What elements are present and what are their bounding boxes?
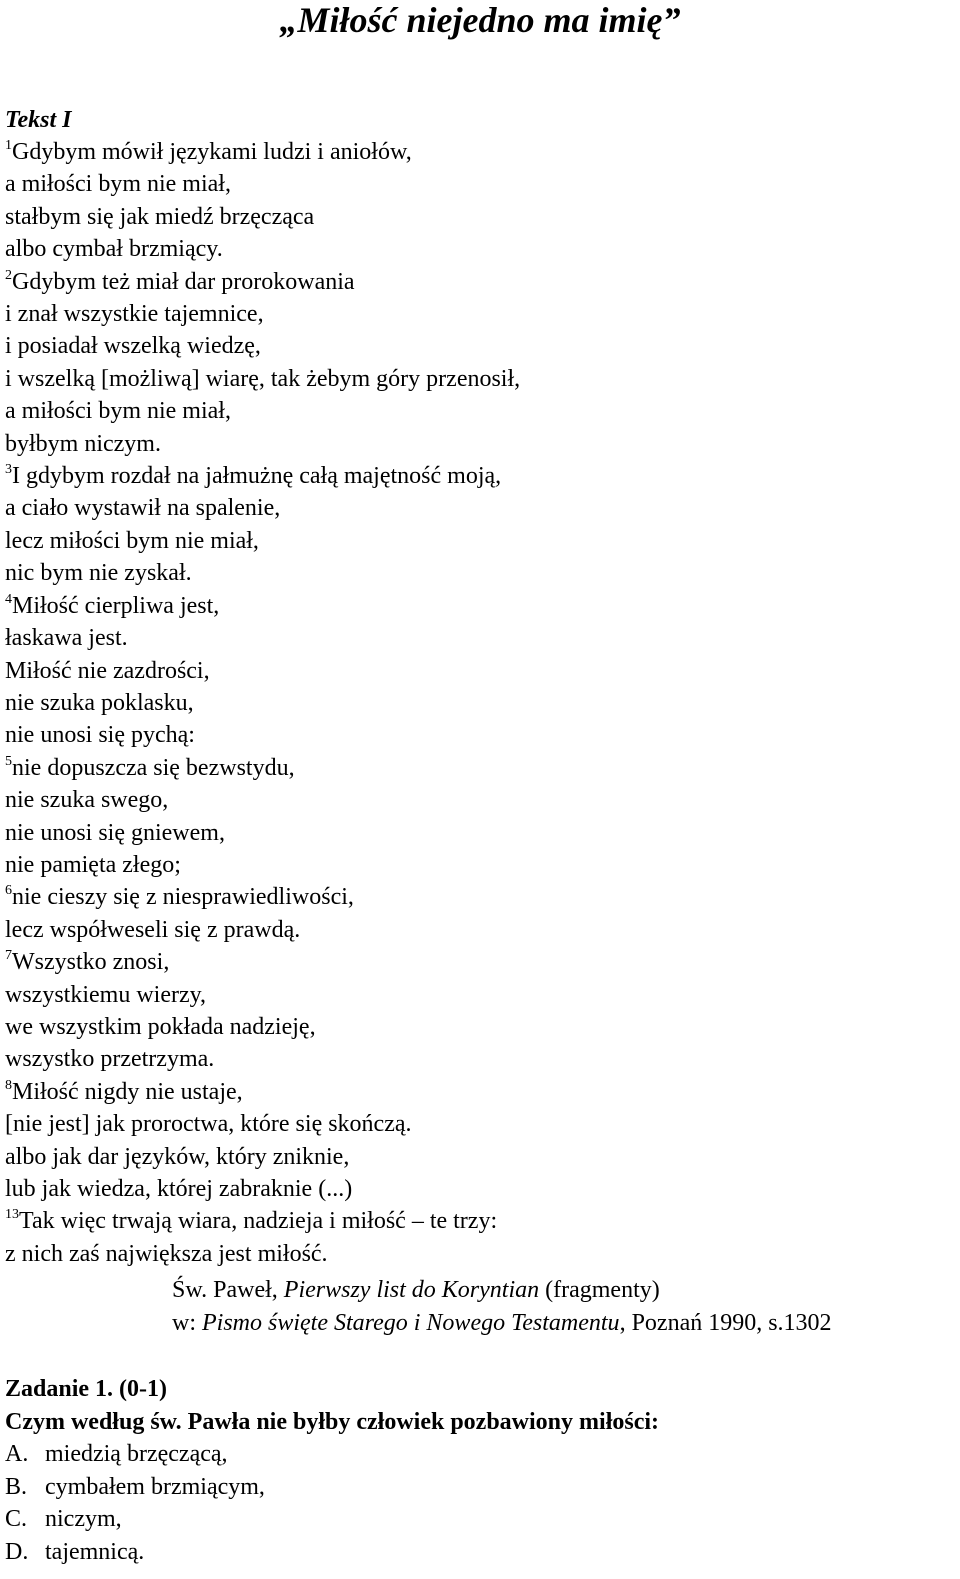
poem-line: [5, 1238, 520, 1270]
poem-line: [5, 881, 520, 913]
poem-line: [5, 233, 520, 265]
poem-line: [5, 201, 520, 233]
poem-line: [5, 492, 520, 524]
verse-number: 5: [5, 753, 12, 769]
poem-line-text: nie pamięta złego;: [5, 851, 181, 878]
poem-line: [5, 298, 520, 330]
poem-line-text: [nie jest] jak proroctwa, które się skończą.: [5, 1111, 412, 1138]
option-letter: A.: [5, 1441, 29, 1467]
poem-line-text: nie szuka poklasku,: [5, 689, 194, 716]
source-line-2: [172, 1307, 832, 1340]
poem-line: [5, 266, 520, 298]
verse-number: 3: [5, 462, 12, 478]
poem-line-text: nie szuka swego,: [5, 787, 169, 814]
poem-line: [5, 914, 520, 946]
source-line-1: [172, 1274, 832, 1307]
poem-line: [5, 428, 520, 460]
poem-line-text: Miłość nigdy nie ustaje,: [12, 1078, 243, 1105]
poem-line-text: i wszelką [możliwą] wiarę, tak żebym góry przenosił,: [5, 365, 521, 392]
text-label: Tekst I: [5, 107, 72, 133]
poem-text: [5, 136, 520, 1270]
poem-line-text: albo cymbał brzmiący.: [5, 236, 223, 263]
poem-line: [5, 622, 520, 654]
poem-line-text: byłbym niczym.: [5, 430, 161, 457]
poem-line-text: a miłości bym nie miał,: [5, 171, 231, 198]
poem-line: [5, 1011, 520, 1043]
poem-line-text: a ciało wystawił na spalenie,: [5, 495, 281, 522]
source-note: (fragmenty): [539, 1277, 660, 1303]
poem-line: [5, 687, 520, 719]
poem-line-text: Tak więc trwają wiara, nadzieja i miłość – te trzy:: [19, 1208, 498, 1235]
poem-line-text: albo jak dar języków, który zniknie,: [5, 1143, 350, 1170]
poem-line: [5, 946, 520, 978]
answer-options: [5, 1438, 659, 1568]
page-title: „Miłość niejedno ma imię”: [279, 0, 681, 40]
poem-line: [5, 395, 520, 427]
poem-line-text: wszystkiemu wierzy,: [5, 981, 207, 1008]
option-letter: C.: [5, 1506, 28, 1532]
poem-line-text: Miłość nie zazdrości,: [5, 657, 210, 684]
poem-line: [5, 557, 520, 589]
poem-line-text: nie unosi się pychą:: [5, 722, 195, 749]
poem-line-text: lecz współweseli się z prawdą.: [5, 916, 301, 943]
poem-line: [5, 1141, 520, 1173]
poem-line: [5, 752, 520, 784]
poem-line-text: lub jak wiedza, której zabraknie (...): [5, 1176, 353, 1202]
source-author: Św. Paweł,: [172, 1277, 284, 1303]
verse-number: 2: [5, 267, 12, 283]
verse-number: 8: [5, 1077, 12, 1093]
source-publication: , Poznań 1990, s.1302: [619, 1309, 832, 1336]
poem-line-text: Wszystko znosi,: [12, 949, 170, 976]
poem-line: [5, 1205, 520, 1237]
poem-line: [5, 363, 520, 395]
poem-line: [5, 655, 520, 687]
verse-number: 7: [5, 948, 12, 964]
poem-line: [5, 817, 520, 849]
poem-line: [5, 590, 520, 622]
poem-line: [5, 719, 520, 751]
option-text: tajemnicą.: [45, 1538, 145, 1565]
source-book-title: Pismo święte Starego i Nowego Testamentu: [202, 1309, 620, 1336]
verse-number: 6: [5, 883, 12, 899]
verse-number: 4: [5, 591, 12, 607]
answer-option: [5, 1536, 659, 1569]
task-question: Czym według św. Pawła nie byłby człowiek pozbawiony miłości:: [5, 1408, 660, 1435]
poem-line-text: stałbym się jak miedź brzęcząca: [5, 203, 315, 230]
option-text: niczym,: [45, 1506, 122, 1532]
poem-line-text: nie unosi się gniewem,: [5, 819, 225, 846]
option-text: miedzią brzęczącą,: [45, 1441, 228, 1467]
option-letter: B.: [5, 1473, 28, 1500]
poem-line: [5, 525, 520, 557]
poem-line-text: wszystko przetrzyma.: [5, 1046, 215, 1073]
poem-line-text: i posiadał wszelką wiedzę,: [5, 333, 261, 360]
option-letter: D.: [5, 1538, 29, 1565]
poem-line-text: Gdybym mówił językami ludzi i aniołów,: [12, 139, 412, 165]
source-prefix: w:: [172, 1309, 202, 1336]
poem-line: [5, 1076, 520, 1108]
poem-line-text: nie cieszy się z niesprawiedliwości,: [12, 884, 354, 911]
poem-line-text: I gdybym rozdał na jałmużnę całą majętność moją,: [12, 463, 502, 490]
poem-line-text: nic bym nie zyskał.: [5, 560, 192, 587]
task-heading: Zadanie 1. (0-1): [5, 1376, 167, 1402]
poem-line: [5, 330, 520, 362]
option-text: cymbałem brzmiącym,: [45, 1473, 265, 1500]
poem-line-text: i znał wszystkie tajemnice,: [5, 301, 264, 328]
poem-line-text: Gdybym też miał dar prorokowania: [12, 268, 355, 295]
poem-line: [5, 784, 520, 816]
poem-line: [5, 136, 520, 168]
poem-line-text: z nich zaś największa jest miłość.: [5, 1240, 328, 1267]
poem-line: [5, 1173, 520, 1205]
verse-number: 13: [5, 1207, 19, 1223]
poem-line-text: a miłości bym nie miał,: [5, 398, 231, 425]
verse-number: 1: [5, 138, 12, 153]
poem-line-text: nie dopuszcza się bezwstydu,: [12, 754, 295, 781]
poem-line-text: lecz miłości bym nie miał,: [5, 527, 259, 554]
source-citation: [172, 1274, 832, 1339]
answer-option: [5, 1438, 659, 1471]
poem-line-text: Miłość cierpliwa jest,: [12, 592, 220, 619]
task-section: [5, 1373, 659, 1568]
poem-line-text: we wszystkim pokłada nadzieję,: [5, 1013, 316, 1040]
poem-line: [5, 849, 520, 881]
poem-line-text: łaskawa jest.: [5, 625, 128, 652]
answer-option: [5, 1503, 659, 1536]
poem-line: [5, 168, 520, 200]
source-work-title: Pierwszy list do Koryntian: [283, 1277, 540, 1303]
poem-line: [5, 1108, 520, 1140]
poem-line: [5, 979, 520, 1011]
poem-line: [5, 1043, 520, 1075]
answer-option: [5, 1471, 659, 1504]
poem-line: [5, 460, 520, 492]
